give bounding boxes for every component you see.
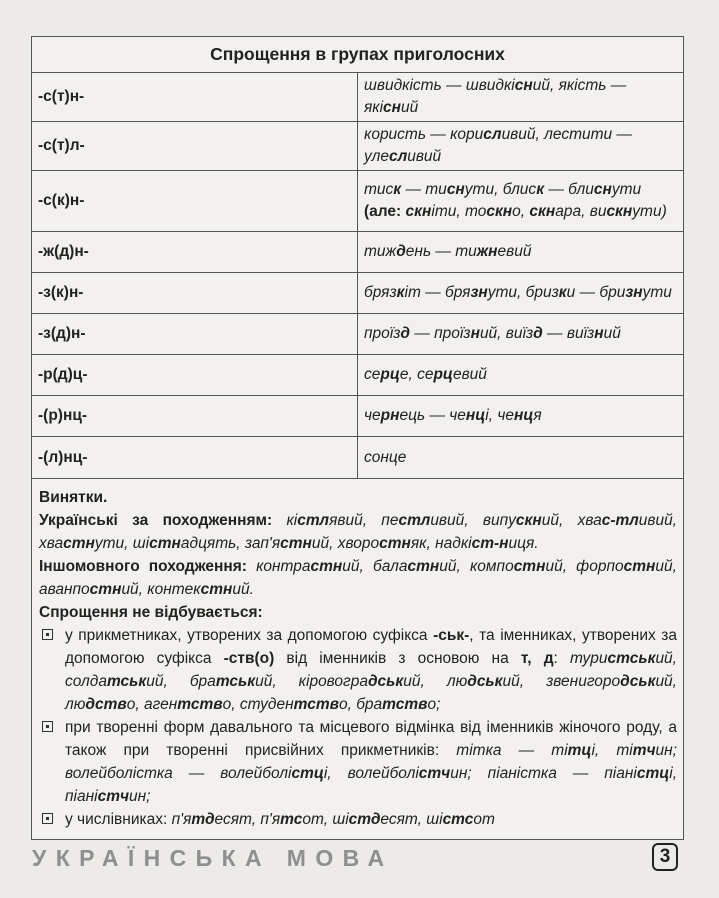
pattern-cell: -(р)нц- [32, 396, 358, 437]
exceptions-heading: Винятки. [39, 489, 108, 506]
pattern-cell: -с(т)л- [32, 122, 358, 171]
example-cell: брязкіт — брязнути, бризки — бризнути [358, 273, 684, 314]
table-row [32, 73, 683, 122]
pattern-cell: -з(к)н- [32, 273, 358, 314]
ukrainian-exceptions: Українські за походженням: кістлявий, пестливий, випускний, хвас-тливий, хвастнути, шістнадцять, зап'ястний, хворостняк, надкіст-ниця. [39, 512, 677, 552]
table-row [32, 232, 683, 273]
table-row [32, 396, 683, 437]
pattern-cell: -р(д)ц- [32, 355, 358, 396]
table-row [32, 437, 683, 479]
table-row [32, 122, 683, 171]
table-row [32, 355, 683, 396]
square-bullet-icon [42, 813, 53, 824]
example-cell: проїзд — проїзний, виїзд — виїзний [358, 314, 684, 355]
page-number: 3 [652, 843, 678, 871]
example-cell: серце, серцевий [358, 355, 684, 396]
no-simplification-heading: Спрощення не відбувається: [39, 604, 263, 621]
example-cell: швидкість — швидкісний, якість — якісний [358, 73, 684, 122]
exceptions-section [32, 479, 683, 839]
square-bullet-icon [42, 721, 53, 732]
no-simplification-list [39, 624, 677, 831]
example-cell: чернець — ченці, ченця [358, 396, 684, 437]
pattern-cell: -(л)нц- [32, 437, 358, 479]
list-item: при творенні форм давального та місцевого відмінка від іменників жіночого роду, а також при творенні присвійних прикметників: тітка — тітці, тітчин; волейболістка — волейболістці, волейболістчин; піаністка — піаністці, піаністчин; [39, 716, 677, 808]
foreign-exceptions: Іншомовного походження: контрастний, баластний, компостний, форпостний, аванпостний, контекстний. [39, 558, 677, 598]
square-bullet-icon [42, 629, 53, 640]
table-row [32, 314, 683, 355]
book-title: УКРАЇНСЬКА МОВА [32, 845, 394, 871]
example-cell: тиждень — тижневий [358, 232, 684, 273]
example-cell: тиск — тиснути, блиск — блиснути (але: скніти, тоскно, скнара, вискнути) [358, 171, 684, 232]
pattern-cell: -с(к)н- [32, 171, 358, 232]
table-row [32, 273, 683, 314]
table-title: Спрощення в групах приголосних [32, 37, 683, 73]
example-cell: користь — корисливий, лестити — улесливий [358, 122, 684, 171]
list-item: у числівниках: п'ятдесят, п'ятсот, шістдесят, шістсот [39, 808, 677, 831]
example-cell: сонце [358, 437, 684, 479]
pattern-cell: -с(т)н- [32, 73, 358, 122]
rules-sheet [31, 36, 684, 840]
pattern-cell: -з(д)н- [32, 314, 358, 355]
list-item: у прикметниках, утворених за допомогою суфікса -ськ-, та іменниках, утворених за допомогою суфікса -ств(о) від іменників з основою на т, д: туристський, солдатський, братський, кіровоградський, людський, звенигородський, людство, агентство, студентство, братство; [39, 624, 677, 716]
consonant-simplification-table [32, 37, 683, 479]
table-row [32, 171, 683, 232]
pattern-cell: -ж(д)н- [32, 232, 358, 273]
